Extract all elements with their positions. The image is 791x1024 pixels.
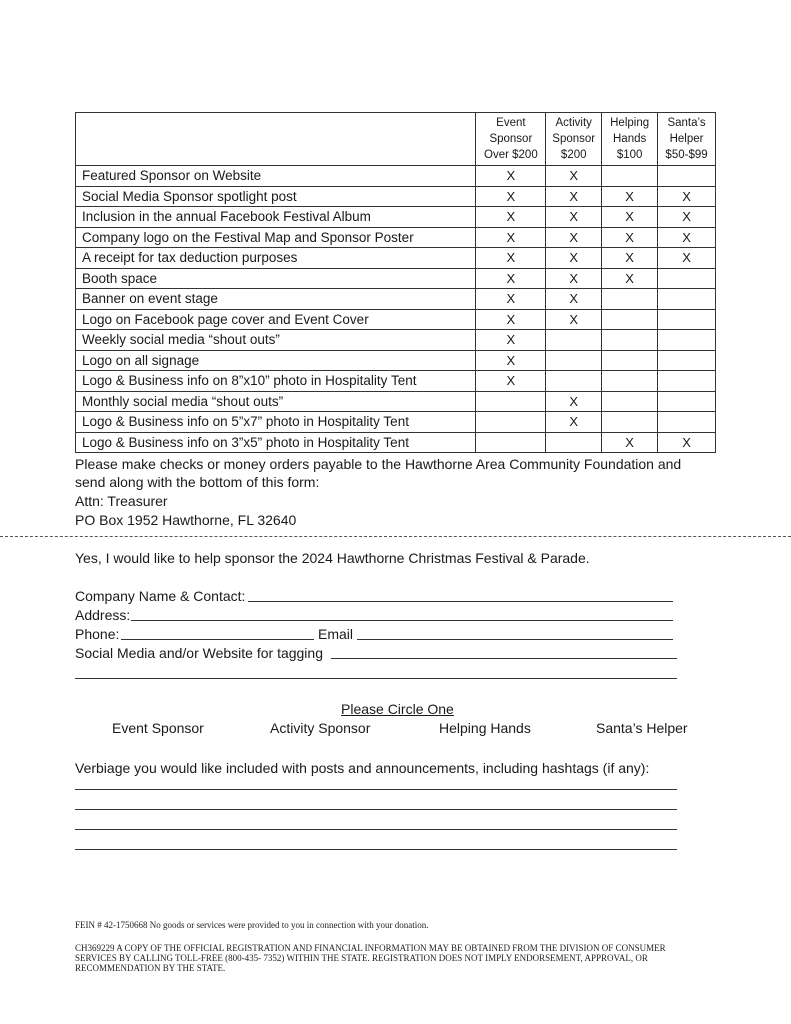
table-row [76, 371, 716, 392]
santa-mark: X [658, 248, 716, 269]
event-mark: X [476, 371, 546, 392]
santa-mark [658, 289, 716, 310]
santa-mark [658, 391, 716, 412]
activity-mark: X [546, 289, 602, 310]
helping-mark [602, 289, 658, 310]
table-row [76, 289, 716, 310]
helping-mark [602, 350, 658, 371]
table-row [76, 432, 716, 453]
verbiage-label: Verbiage you would like included with posts and announcements, including hashtags (if any): [75, 760, 650, 776]
header-event-sponsor: Event Sponsor Over $200 [476, 113, 546, 166]
payment-attn: Attn: Treasurer [75, 493, 168, 509]
verbiage-line-2[interactable] [75, 809, 677, 810]
activity-mark: X [546, 391, 602, 412]
social-label: Social Media and/or Website for tagging [75, 645, 323, 661]
benefit-label: Banner on event stage [76, 289, 476, 310]
fein-note: FEIN # 42-1750668 No goods or services were provided to you in connection with your donation. [75, 920, 429, 930]
address-label: Address: [75, 607, 131, 623]
helping-mark [602, 166, 658, 187]
table-row [76, 412, 716, 433]
santa-mark [658, 309, 716, 330]
social-field[interactable] [331, 658, 677, 659]
benefit-label: Logo on all signage [76, 350, 476, 371]
table-row [76, 227, 716, 248]
company-label: Company Name & Contact: [75, 588, 246, 604]
circle-one-title: Please Circle One [341, 701, 454, 717]
email-label: Email [318, 626, 354, 642]
company-field[interactable] [248, 601, 673, 602]
table-row [76, 309, 716, 330]
cut-line-divider [0, 536, 791, 537]
event-mark: X [476, 227, 546, 248]
header-santas-helper: Santa’s Helper $50-$99 [658, 113, 716, 166]
benefit-label: Monthly social media “shout outs” [76, 391, 476, 412]
registration-disclaimer: CH369229 A COPY OF THE OFFICIAL REGISTRATION AND FINANCIAL INFORMATION MAY BE OBTAINED FROM THE DIVISION OF CONSUMER SERVICES BY CALLING TOLL-FREE (800-435- 7352) WITHIN THE STATE. REGISTRATION DOES NOT IMPLY ENDORSEMENT, APPROVAL, OR RECOMMENDATION BY THE STATE. [75, 943, 666, 973]
activity-mark [546, 432, 602, 453]
activity-mark: X [546, 227, 602, 248]
helping-mark: X [602, 186, 658, 207]
activity-mark [546, 330, 602, 351]
table-row [76, 207, 716, 228]
payment-address: PO Box 1952 Hawthorne, FL 32640 [75, 512, 297, 528]
santa-mark [658, 412, 716, 433]
event-mark: X [476, 166, 546, 187]
santa-mark: X [658, 227, 716, 248]
header-blank-cell [76, 113, 476, 166]
event-mark [476, 412, 546, 433]
helping-mark [602, 371, 658, 392]
payment-instructions-line2: send along with the bottom of this form: [75, 474, 320, 490]
helping-mark: X [602, 207, 658, 228]
phone-label: Phone: [75, 626, 120, 642]
santa-mark [658, 350, 716, 371]
table-row [76, 268, 716, 289]
helping-mark: X [602, 432, 658, 453]
activity-mark: X [546, 207, 602, 228]
helping-mark: X [602, 227, 658, 248]
phone-field[interactable] [121, 639, 314, 640]
verbiage-line-4[interactable] [75, 849, 677, 850]
event-mark: X [476, 186, 546, 207]
header-activity-sponsor: Activity Sponsor $200 [546, 113, 602, 166]
event-mark: X [476, 268, 546, 289]
santa-mark [658, 330, 716, 351]
benefit-label: Weekly social media “shout outs” [76, 330, 476, 351]
activity-mark: X [546, 186, 602, 207]
helping-mark: X [602, 268, 658, 289]
activity-mark: X [546, 412, 602, 433]
activity-mark: X [546, 248, 602, 269]
header-helping-hands: Helping Hands $100 [602, 113, 658, 166]
option-santas-helper[interactable]: Santa’s Helper [596, 720, 688, 736]
table-row [76, 166, 716, 187]
option-activity-sponsor[interactable]: Activity Sponsor [270, 720, 371, 736]
benefit-label: A receipt for tax deduction purposes [76, 248, 476, 269]
helping-mark [602, 330, 658, 351]
address-field[interactable] [131, 620, 673, 621]
verbiage-line-1[interactable] [75, 789, 677, 790]
benefit-label: Logo on Facebook page cover and Event Cover [76, 309, 476, 330]
form-intro: Yes, I would like to help sponsor the 2024 Hawthorne Christmas Festival & Parade. [75, 550, 590, 566]
helping-mark [602, 391, 658, 412]
benefit-label: Social Media Sponsor spotlight post [76, 186, 476, 207]
table-row [76, 330, 716, 351]
event-mark [476, 391, 546, 412]
email-field[interactable] [357, 639, 673, 640]
event-mark: X [476, 248, 546, 269]
benefit-label: Logo & Business info on 3”x5” photo in Hospitality Tent [76, 432, 476, 453]
santa-mark: X [658, 207, 716, 228]
helping-mark: X [602, 248, 658, 269]
activity-mark [546, 350, 602, 371]
sponsor-benefits-table [75, 112, 716, 453]
option-event-sponsor[interactable]: Event Sponsor [112, 720, 204, 736]
verbiage-line-3[interactable] [75, 829, 677, 830]
table-row [76, 186, 716, 207]
benefit-label: Logo & Business info on 5”x7” photo in Hospitality Tent [76, 412, 476, 433]
benefit-label: Featured Sponsor on Website [76, 166, 476, 187]
helping-mark [602, 412, 658, 433]
activity-mark: X [546, 268, 602, 289]
event-mark: X [476, 309, 546, 330]
activity-mark [546, 371, 602, 392]
event-mark: X [476, 207, 546, 228]
santa-mark: X [658, 186, 716, 207]
event-mark: X [476, 289, 546, 310]
payment-instructions-line1: Please make checks or money orders payable to the Hawthorne Area Community Foundation and [75, 456, 682, 472]
social-field-continuation[interactable] [75, 678, 677, 679]
activity-mark: X [546, 166, 602, 187]
benefit-label: Logo & Business info on 8”x10” photo in Hospitality Tent [76, 371, 476, 392]
option-helping-hands[interactable]: Helping Hands [439, 720, 531, 736]
event-mark: X [476, 330, 546, 351]
helping-mark [602, 309, 658, 330]
activity-mark: X [546, 309, 602, 330]
benefit-label: Company logo on the Festival Map and Sponsor Poster [76, 227, 476, 248]
event-mark: X [476, 350, 546, 371]
table-row [76, 248, 716, 269]
table-header-row [76, 113, 716, 166]
benefit-label: Inclusion in the annual Facebook Festival Album [76, 207, 476, 228]
santa-mark: X [658, 432, 716, 453]
santa-mark [658, 166, 716, 187]
table-row [76, 391, 716, 412]
benefit-label: Booth space [76, 268, 476, 289]
event-mark [476, 432, 546, 453]
santa-mark [658, 268, 716, 289]
santa-mark [658, 371, 716, 392]
table-row [76, 350, 716, 371]
